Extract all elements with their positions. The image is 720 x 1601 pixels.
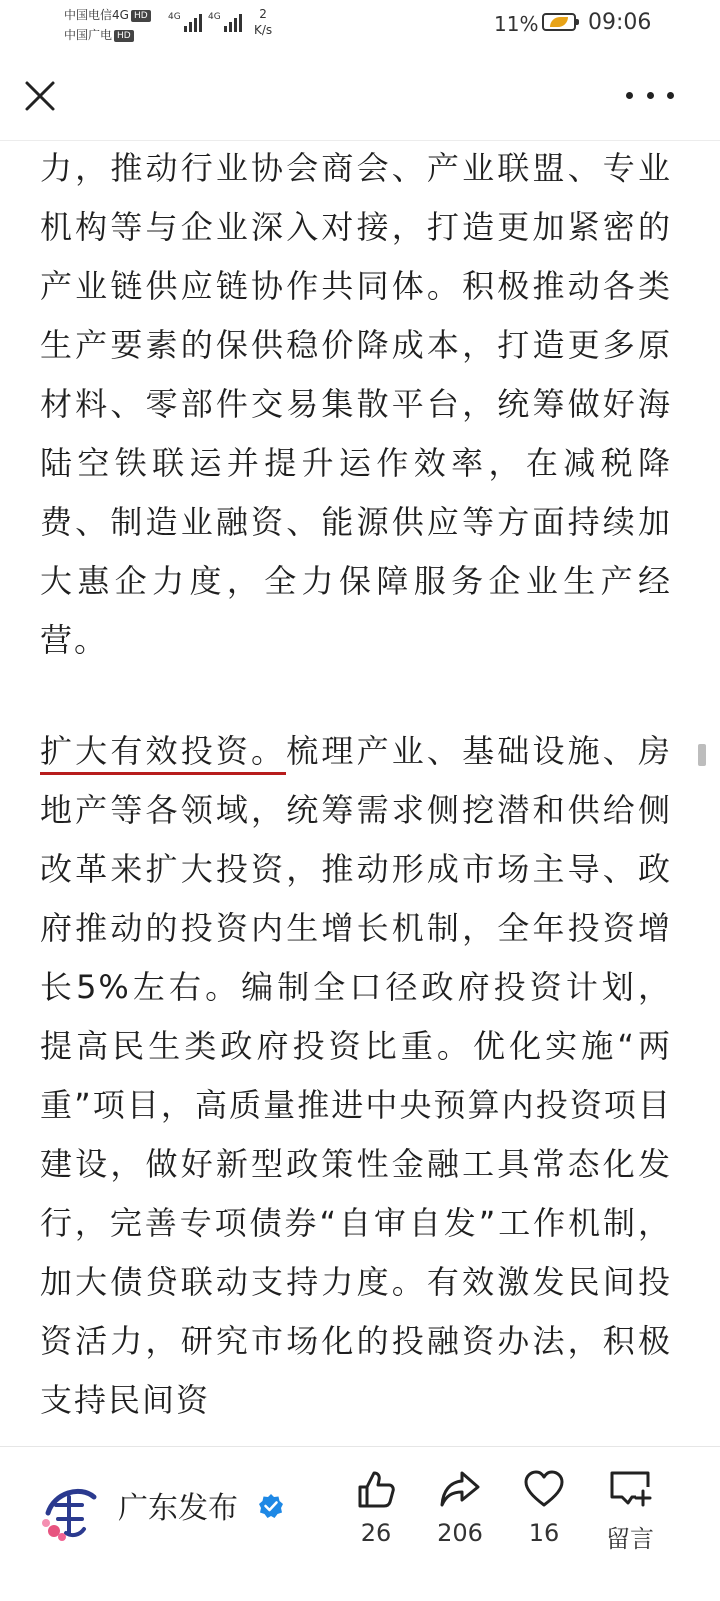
article-body <box>40 141 672 1446</box>
hd-badge: HD <box>131 10 151 22</box>
share-arrow-icon <box>438 1467 482 1511</box>
share-button[interactable] <box>420 1467 500 1547</box>
comment-label: 留言 <box>606 1525 654 1553</box>
like-count: 26 <box>360 1519 392 1547</box>
bottom-action-bar <box>0 1446 720 1601</box>
top-nav <box>0 50 720 141</box>
battery-icon <box>542 13 576 31</box>
status-bar <box>0 0 720 50</box>
carrier-2-name: 中国广电 <box>64 28 113 42</box>
more-horizontal-icon <box>626 92 633 99</box>
more-options-button[interactable] <box>626 80 674 110</box>
source-name[interactable]: 广东发布 <box>118 1491 238 1526</box>
favorite-button[interactable] <box>504 1467 584 1547</box>
section-body: 梳理产业、基础设施、房地产等各领域，统筹需求侧挖潜和供给侧改革来扩大投资，推动形成市场主导、政府推动的投资内生增长机制，全年投资增长5%左右。编制全口径政府投资计划，提高民生类政府投资比重。优化实施“两重”项目，高质量推进中央预算内投资项目建设，做好新型政策性金融工具常态化发行，完善专项债券“自审自发”工作机制，加大债贷联动支持力度。有效激发民间投资活力，研究市场化的投融资办法，积极支持民间资 <box>40 732 672 1419</box>
like-button[interactable] <box>336 1467 416 1547</box>
verified-badge-icon <box>258 1493 284 1519</box>
scrollbar-thumb[interactable] <box>698 744 706 766</box>
network-speed: 2 K/s <box>254 7 273 37</box>
section-heading: 扩大有效投资。 <box>40 732 286 775</box>
article-paragraph: 力，推动行业协会商会、产业联盟、专业机构等与企业深入对接，打造更加紧密的产业链供应链协作共同体。积极推动各类生产要素的保供稳价降成本，打造更多原材料、零部件交易集散平台，统筹做好海陆空铁联运并提升运作效率，在减税降费、制造业融资、能源供应等方面持续加大惠企力度，全力保障服务企业生产经营。 <box>40 149 672 659</box>
signal-strength-icon: 4G <box>168 12 202 32</box>
clock: 09:06 <box>588 10 652 35</box>
share-count: 206 <box>437 1519 483 1547</box>
carrier-1 <box>64 8 151 22</box>
signal-strength-icon: 4G <box>208 12 242 32</box>
carrier-2 <box>64 28 134 42</box>
article-paragraph <box>40 722 672 1430</box>
close-button[interactable] <box>20 76 60 116</box>
guangdong-logo-icon <box>36 1475 104 1545</box>
heart-icon <box>522 1467 566 1511</box>
hd-badge: HD <box>114 30 134 42</box>
favorite-count: 16 <box>528 1519 560 1547</box>
source-logo[interactable] <box>36 1475 104 1545</box>
comment-button[interactable] <box>590 1467 670 1554</box>
close-icon <box>20 76 60 116</box>
power-saving-leaf-icon <box>550 17 568 27</box>
battery-percent: 11% <box>494 12 539 36</box>
comment-add-icon <box>608 1467 652 1511</box>
thumbs-up-icon <box>354 1467 398 1511</box>
carrier-1-name: 中国电信4G <box>64 8 129 22</box>
